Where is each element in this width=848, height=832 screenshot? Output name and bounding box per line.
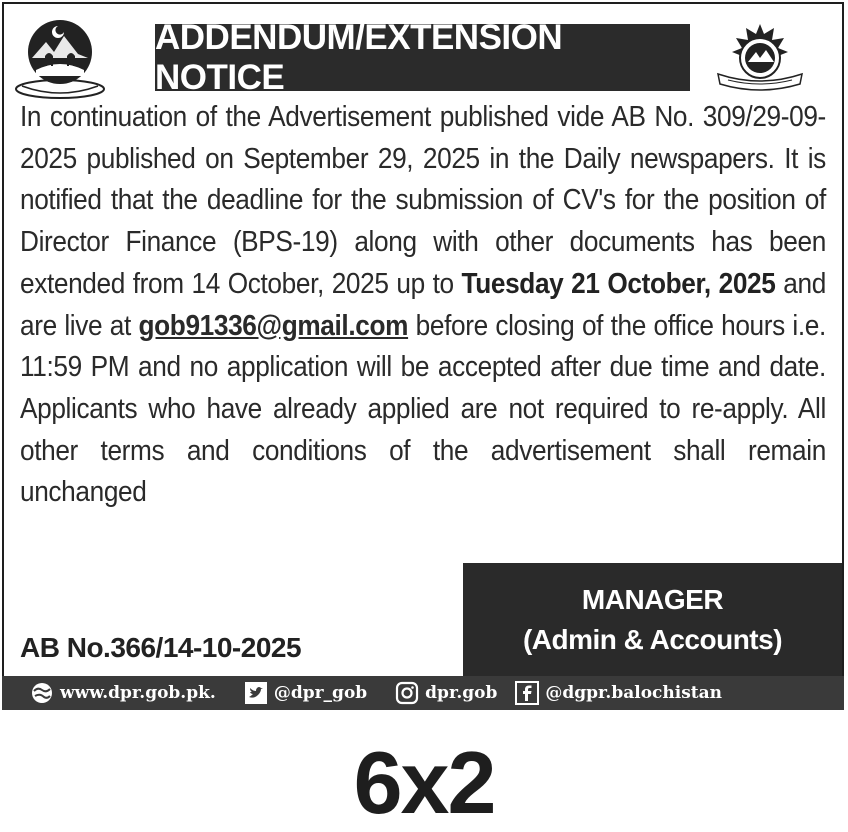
body-text-part3: before closing of the office hours i.e. 11:59 PM and no application will be accepted after due time and date. Applicants who have already applied are not required to re-apply. All other terms and conditions of the advertisement shall remain unchanged (20, 309, 826, 509)
footer-social-bar (2, 676, 844, 710)
body-text-part2: and are live at (20, 267, 826, 342)
signature-department: (Admin & Accounts) (522, 623, 783, 655)
dgpr-emblem-logo (714, 18, 806, 92)
twitter-handle[interactable]: @dpr_gob (273, 683, 368, 703)
footer-website[interactable] (30, 681, 216, 705)
notice-body (20, 97, 826, 514)
signature-title: MANAGER (581, 583, 724, 615)
balochistan-emblem-logo (12, 14, 108, 100)
facebook-icon (515, 681, 539, 705)
footer-instagram[interactable] (395, 681, 497, 705)
extended-deadline-date: Tuesday 21 October, 2025 (461, 267, 776, 300)
body-text-part1: In continuation of the Advertisement published vide AB No. 309/29-09-2025 published on September 29, 2025 in the Daily newspapers. It is notified that the deadline for the submission of CV's for the position of Director Finance (BPS-19) along with other documents has been extended from 14 October, 2025 up to (20, 101, 826, 300)
twitter-icon (244, 681, 268, 705)
instagram-icon (395, 681, 419, 705)
ad-size-label: 6x2 (353, 733, 495, 832)
website-link[interactable]: www.dpr.gob.pk. (60, 683, 216, 703)
footer-facebook[interactable] (515, 681, 722, 705)
application-email-link[interactable]: gob91336@gmail.com (138, 309, 409, 342)
ab-number: AB No.366/14-10-2025 (20, 632, 302, 663)
facebook-handle[interactable]: @dgpr.balochistan (545, 683, 723, 703)
notice-title-banner (155, 17, 690, 97)
footer-twitter[interactable] (244, 681, 367, 705)
notice-title: ADDENDUM/EXTENSION NOTICE (155, 17, 563, 97)
instagram-handle[interactable]: dpr.gob (425, 683, 498, 703)
globe-icon (30, 681, 54, 705)
signature-block (463, 563, 842, 676)
